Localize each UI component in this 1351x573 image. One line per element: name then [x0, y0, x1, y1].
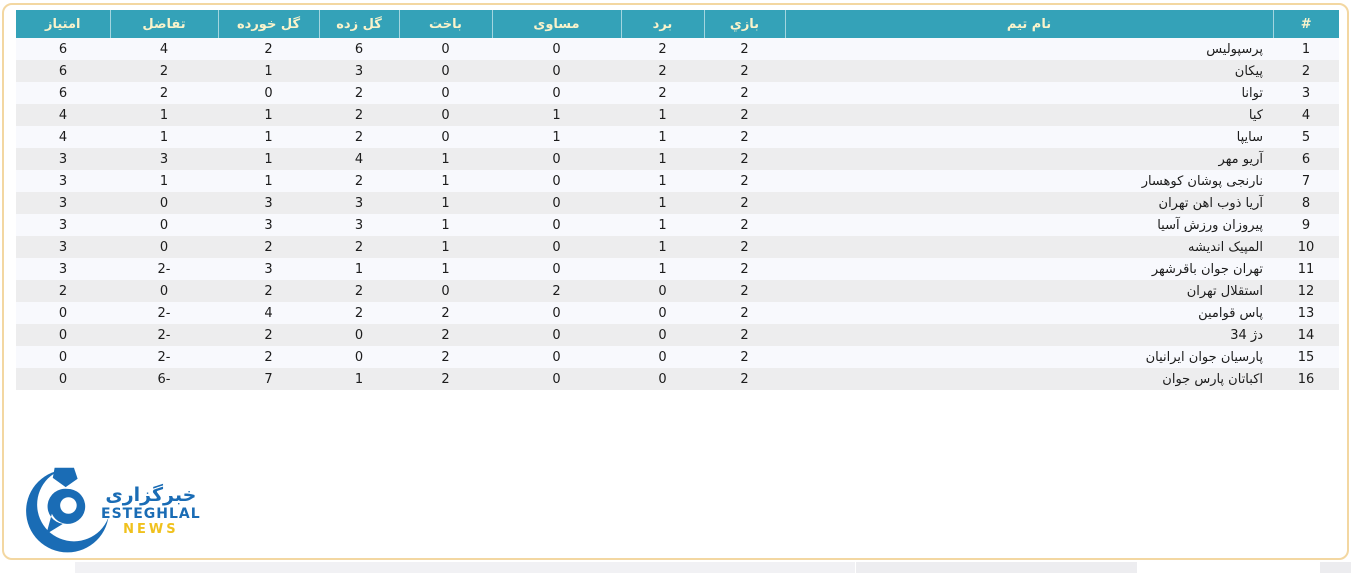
cell-gf: 1 — [354, 371, 364, 387]
cell-ga: 3 — [264, 217, 273, 233]
cell-ga: 4 — [264, 305, 273, 321]
cell-played: 2 — [740, 151, 749, 167]
cell-points: 4 — [58, 129, 68, 145]
table-row — [16, 82, 1339, 104]
table-header-row — [16, 10, 1339, 38]
column-header-wins: برد — [621, 10, 704, 38]
cell-losses: 0 — [441, 41, 450, 57]
table-row — [16, 324, 1339, 346]
cell-losses: 1 — [441, 151, 450, 167]
cell-ga: 2 — [264, 283, 273, 299]
cell-draws: 0 — [552, 349, 561, 365]
cell-points: 3 — [58, 173, 68, 189]
column-header-played: بازي — [704, 10, 785, 38]
cell-draws: 0 — [552, 41, 561, 57]
cell-losses: 2 — [441, 327, 450, 343]
cell-gf: 2 — [354, 129, 364, 145]
cell-gd: 2- — [157, 327, 171, 343]
cell-played: 2 — [740, 371, 749, 387]
cell-losses: 1 — [441, 217, 450, 233]
cell-points: 3 — [58, 195, 68, 211]
cell-name: آریو مهر — [1218, 151, 1263, 167]
cell-gd: 2 — [159, 85, 169, 101]
cell-rank: 11 — [1297, 261, 1315, 277]
cell-wins: 0 — [658, 305, 667, 321]
cell-played: 2 — [740, 173, 749, 189]
cell-gd: 2- — [157, 349, 171, 365]
cell-name: توانا — [1241, 85, 1263, 101]
cell-ga: 1 — [264, 63, 273, 79]
cell-rank: 13 — [1297, 305, 1315, 321]
cell-gf: 2 — [354, 173, 364, 189]
cell-losses: 0 — [441, 283, 450, 299]
table-row — [16, 368, 1339, 390]
cell-ga: 1 — [264, 107, 273, 123]
cell-name: تهران جوان باقرشهر — [1151, 261, 1263, 277]
cell-played: 2 — [740, 129, 749, 145]
cell-name: اکباتان پارس جوان — [1162, 371, 1263, 387]
cell-name: آریا ذوب اهن تهران — [1158, 195, 1263, 211]
standings-table — [16, 10, 1339, 390]
cell-gd: 0 — [159, 239, 169, 255]
cell-points: 6 — [58, 85, 68, 101]
cell-losses: 0 — [441, 107, 450, 123]
table-row — [16, 302, 1339, 324]
cell-wins: 1 — [658, 261, 667, 277]
cell-wins: 1 — [658, 195, 667, 211]
cell-name: المپیک اندیشه — [1188, 239, 1263, 255]
cell-wins: 1 — [658, 239, 667, 255]
cell-ga: 0 — [264, 85, 273, 101]
column-header-gd: تفاضل — [110, 10, 218, 38]
cell-points: 2 — [58, 283, 68, 299]
cell-ga: 1 — [264, 151, 273, 167]
cell-draws: 1 — [552, 129, 561, 145]
cell-ga: 3 — [264, 195, 273, 211]
page-below-content-middle — [856, 562, 1137, 573]
cell-rank: 8 — [1301, 195, 1311, 211]
column-header-losses: باخت — [399, 10, 492, 38]
cell-points: 4 — [58, 107, 68, 123]
cell-rank: 15 — [1297, 349, 1315, 365]
cell-ga: 3 — [264, 261, 273, 277]
cell-gf: 1 — [354, 261, 364, 277]
cell-ga: 2 — [264, 41, 273, 57]
table-row — [16, 258, 1339, 280]
cell-points: 0 — [58, 305, 68, 321]
cell-losses: 0 — [441, 63, 450, 79]
table-row — [16, 214, 1339, 236]
cell-losses: 1 — [441, 261, 450, 277]
cell-name: کیا — [1248, 107, 1263, 123]
cell-draws: 0 — [552, 305, 561, 321]
cell-points: 3 — [58, 151, 68, 167]
cell-losses: 2 — [441, 349, 450, 365]
cell-draws: 0 — [552, 173, 561, 189]
table-row — [16, 148, 1339, 170]
logo-news-wordmark: NEWS — [123, 522, 179, 537]
cell-name: دژ 34 — [1230, 327, 1263, 343]
cell-gd: 3 — [159, 151, 169, 167]
cell-ga: 7 — [264, 371, 273, 387]
cell-draws: 0 — [552, 151, 561, 167]
column-header-points: امتیاز — [16, 10, 110, 38]
cell-wins: 1 — [658, 151, 667, 167]
cell-gf: 2 — [354, 239, 364, 255]
cell-name: پاس قوامین — [1198, 305, 1263, 321]
cell-wins: 0 — [658, 283, 667, 299]
cell-points: 3 — [58, 239, 68, 255]
esteghlal-news-logo — [20, 465, 201, 557]
cell-gd: 0 — [159, 283, 169, 299]
cell-gd: 1 — [159, 173, 169, 189]
cell-gf: 3 — [354, 63, 364, 79]
cell-played: 2 — [740, 327, 749, 343]
cell-name: پیکان — [1234, 63, 1263, 79]
cell-played: 2 — [740, 195, 749, 211]
cell-wins: 0 — [658, 371, 667, 387]
cell-played: 2 — [740, 283, 749, 299]
column-header-name: نام تیم — [785, 10, 1273, 38]
cell-losses: 1 — [441, 239, 450, 255]
table-row — [16, 236, 1339, 258]
cell-draws: 0 — [552, 239, 561, 255]
cell-losses: 1 — [441, 173, 450, 189]
cell-name: پیروزان ورزش آسیا — [1157, 217, 1263, 233]
cell-played: 2 — [740, 261, 749, 277]
column-header-draws: مساوی — [492, 10, 621, 38]
cell-gf: 2 — [354, 107, 364, 123]
cell-draws: 0 — [552, 261, 561, 277]
cell-draws: 0 — [552, 63, 561, 79]
cell-gf: 3 — [354, 217, 364, 233]
table-row — [16, 104, 1339, 126]
cell-gf: 4 — [354, 151, 364, 167]
cell-rank: 4 — [1301, 107, 1311, 123]
table-row — [16, 192, 1339, 214]
cell-gf: 0 — [354, 349, 364, 365]
cell-played: 2 — [740, 349, 749, 365]
cell-rank: 9 — [1301, 217, 1311, 233]
cell-played: 2 — [740, 107, 749, 123]
column-header-ga: گل خورده — [218, 10, 319, 38]
logo-text-block — [101, 484, 201, 538]
cell-ga: 2 — [264, 349, 273, 365]
page-below-content-left — [75, 562, 855, 573]
cell-draws: 1 — [552, 107, 561, 123]
cell-points: 3 — [58, 217, 68, 233]
cell-gd: 2- — [157, 305, 171, 321]
cell-rank: 6 — [1301, 151, 1311, 167]
cell-played: 2 — [740, 41, 749, 57]
cell-points: 0 — [58, 371, 68, 387]
cell-wins: 1 — [658, 217, 667, 233]
cell-draws: 2 — [552, 283, 561, 299]
cell-wins: 0 — [658, 349, 667, 365]
cell-ga: 1 — [264, 173, 273, 189]
cell-rank: 5 — [1301, 129, 1311, 145]
cell-gf: 3 — [354, 195, 364, 211]
cell-played: 2 — [740, 217, 749, 233]
cell-draws: 0 — [552, 371, 561, 387]
cell-wins: 1 — [658, 107, 667, 123]
cell-points: 3 — [58, 261, 68, 277]
cell-rank: 2 — [1301, 63, 1311, 79]
cell-gf: 2 — [354, 85, 364, 101]
cell-gf: 0 — [354, 327, 364, 343]
table-row — [16, 60, 1339, 82]
standings-card — [2, 3, 1349, 560]
cell-rank: 12 — [1297, 283, 1315, 299]
cell-wins: 2 — [658, 41, 667, 57]
cell-gd: 2 — [159, 63, 169, 79]
cell-wins: 0 — [658, 327, 667, 343]
table-body — [16, 38, 1339, 390]
cell-rank: 3 — [1301, 85, 1311, 101]
cell-losses: 1 — [441, 195, 450, 211]
column-header-gf: گل زده — [319, 10, 399, 38]
cell-ga: 1 — [264, 129, 273, 145]
table-row — [16, 346, 1339, 368]
cell-ga: 2 — [264, 327, 273, 343]
cell-wins: 2 — [658, 85, 667, 101]
cell-losses: 2 — [441, 305, 450, 321]
cell-draws: 0 — [552, 85, 561, 101]
cell-played: 2 — [740, 85, 749, 101]
cell-rank: 10 — [1297, 239, 1315, 255]
cell-name: سایپا — [1236, 129, 1263, 145]
cell-name: پرسپولیس — [1206, 41, 1263, 57]
cell-points: 6 — [58, 63, 68, 79]
cell-name: استقلال تهران — [1186, 283, 1263, 299]
cell-played: 2 — [740, 63, 749, 79]
cell-gd: 4 — [159, 41, 169, 57]
table-row — [16, 38, 1339, 60]
cell-draws: 0 — [552, 195, 561, 211]
cell-wins: 2 — [658, 63, 667, 79]
cell-gd: 0 — [159, 217, 169, 233]
table-row — [16, 170, 1339, 192]
table-row — [16, 280, 1339, 302]
cell-wins: 1 — [658, 173, 667, 189]
cell-points: 0 — [58, 349, 68, 365]
cell-wins: 1 — [658, 129, 667, 145]
page-below-content-right — [1320, 562, 1351, 573]
cell-gf: 2 — [354, 283, 364, 299]
cell-losses: 2 — [441, 371, 450, 387]
table-row — [16, 126, 1339, 148]
cell-rank: 1 — [1301, 41, 1311, 57]
cell-rank: 16 — [1297, 371, 1315, 387]
cell-played: 2 — [740, 305, 749, 321]
cell-ga: 2 — [264, 239, 273, 255]
cell-gd: 1 — [159, 107, 169, 123]
cell-gd: 2- — [157, 261, 171, 277]
cell-gf: 2 — [354, 305, 364, 321]
cell-losses: 0 — [441, 129, 450, 145]
cell-draws: 0 — [552, 327, 561, 343]
cell-points: 6 — [58, 41, 68, 57]
cell-gd: 1 — [159, 129, 169, 145]
cell-gd: 6- — [157, 371, 171, 387]
cell-name: نارنجی پوشان کوهسار — [1141, 173, 1263, 189]
cell-gd: 0 — [159, 195, 169, 211]
cell-gf: 6 — [354, 41, 364, 57]
cell-losses: 0 — [441, 85, 450, 101]
logo-persian-title: خبرگزاری — [105, 484, 197, 506]
cell-played: 2 — [740, 239, 749, 255]
cell-rank: 14 — [1297, 327, 1315, 343]
cell-points: 0 — [58, 327, 68, 343]
column-header-rank: # — [1273, 10, 1339, 38]
logo-esteghlal-wordmark: ESTEGHLAL — [101, 506, 201, 522]
cell-name: پارسیان جوان ایرانیان — [1145, 349, 1263, 365]
cell-draws: 0 — [552, 217, 561, 233]
cell-rank: 7 — [1301, 173, 1311, 189]
